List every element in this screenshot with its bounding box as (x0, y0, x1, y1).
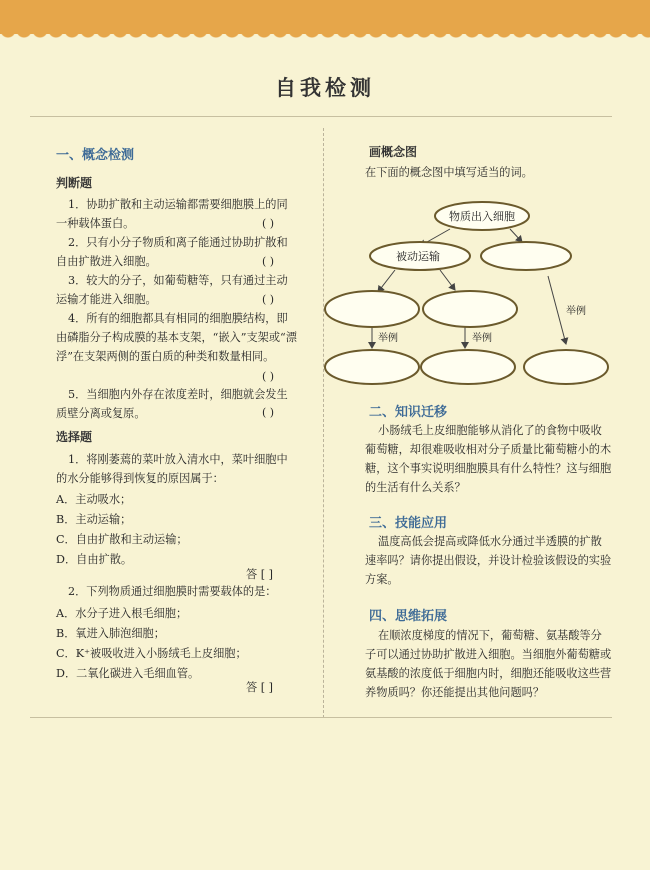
sec2-line3: 糖，这个事实说明细胞膜具有什么特性？这与细胞 (365, 462, 612, 475)
map-node-blank-4[interactable] (421, 350, 515, 384)
sec4-line2: 子可以通过协助扩散进入细胞。当细胞外葡萄糖或 (365, 648, 612, 661)
q2-line1: 2．下列物质通过细胞膜时需要载体的是： (68, 585, 277, 598)
section-concept-check: 一、概念检测 (56, 148, 135, 163)
judge-4-answer[interactable]: ( ) (262, 370, 275, 383)
q1-option-d[interactable]: D．自由扩散。 (56, 553, 133, 566)
q2-option-d[interactable]: D．二氧化碳进入毛细血管。 (56, 667, 200, 680)
map-root-label: 物质出入细胞 (449, 210, 515, 223)
sec3-line2: 速率吗？请你提出假设，并设计检验该假设的实验 (365, 554, 612, 567)
map-passive-label: 被动运输 (396, 250, 440, 263)
sec4-line1: 在顺浓度梯度的情况下，葡萄糖、氨基酸等分 (378, 629, 602, 642)
concept-map-heading: 画概念图 (369, 145, 418, 159)
map-node-active[interactable] (481, 242, 571, 270)
page-title: 自我检测 (275, 75, 375, 100)
judge-5-line1: 5．当细胞内外存在浓度差时，细胞就会发生 (68, 388, 288, 401)
q1-option-c[interactable]: C．自由扩散和主动运输； (56, 533, 188, 546)
concept-map-intro: 在下面的概念图中填写适当的词。 (365, 166, 533, 179)
map-node-blank-1[interactable] (325, 291, 419, 327)
q2-option-b[interactable]: B．氧进入肺泡细胞； (56, 627, 165, 640)
judge-4-line3: 浮”在支架两侧的蛋白质的种类和数量相同。 (56, 350, 275, 363)
judge-3-answer[interactable]: ( ) (262, 293, 275, 306)
q2-option-c[interactable]: C．K⁺被吸收进入小肠绒毛上皮细胞； (56, 647, 247, 660)
judge-3-line2: 运输才能进入细胞。 (56, 293, 157, 306)
q1-line2: 的水分能够得到恢复的原因属于： (56, 472, 224, 485)
map-example-label-3: 举例 (566, 306, 586, 317)
q1-answer-box[interactable]: 答 [ ] (246, 568, 274, 581)
judge-5-answer[interactable]: ( ) (262, 406, 275, 419)
section-skill-application: 三、技能应用 (369, 516, 448, 531)
judge-5-line2: 质壁分离或复原。 (56, 407, 146, 420)
map-node-blank-5[interactable] (524, 350, 608, 384)
judge-1-answer[interactable]: ( ) (262, 217, 275, 230)
sec2-line1: 小肠绒毛上皮细胞能够从消化了的食物中吸收 (378, 424, 602, 437)
judge-2-answer[interactable]: ( ) (262, 255, 275, 268)
judge-1-line1: 1．协助扩散和主动运输都需要细胞膜上的同 (68, 198, 288, 211)
judge-4-line1: 4．所有的细胞都具有相同的细胞膜结构，即 (68, 312, 288, 325)
sec2-line2: 葡萄糖，却很难吸收相对分子质量比葡萄糖小的木 (365, 443, 612, 456)
section-thinking-extension: 四、思维拓展 (369, 609, 448, 624)
choice-heading: 选择题 (56, 430, 93, 444)
judge-2-line1: 2．只有小分子物质和离子能通过协助扩散和 (68, 236, 288, 249)
q1-line1: 1．将刚萎蔫的菜叶放入清水中，菜叶细胞中 (68, 453, 288, 466)
q1-option-a[interactable]: A．主动吸水； (56, 493, 132, 506)
judge-4-line2: 由磷脂分子构成膜的基本支架，“嵌入”支架或“漂 (56, 331, 297, 344)
map-node-blank-2[interactable] (423, 291, 517, 327)
judge-3-line1: 3．较大的分子，如葡萄糖等，只有通过主动 (68, 274, 288, 287)
sec3-line1: 温度高低会提高或降低水分通过半透膜的扩散 (378, 535, 602, 548)
q2-answer-box[interactable]: 答 [ ] (246, 681, 274, 694)
map-example-label-2: 举例 (472, 333, 492, 344)
section-knowledge-transfer: 二、知识迁移 (369, 405, 448, 420)
sec4-line4: 养物质吗？你还能提出其他问题吗？ (365, 686, 545, 699)
sec2-line4: 的生活有什么关系？ (365, 481, 466, 494)
sec3-line3: 方案。 (365, 573, 399, 586)
judge-2-line2: 自由扩散进入细胞。 (56, 255, 157, 268)
judge-heading: 判断题 (56, 176, 93, 190)
q2-option-a[interactable]: A．水分子进入根毛细胞； (56, 607, 188, 620)
q1-option-b[interactable]: B．主动运输； (56, 513, 132, 526)
judge-1-line2: 一种载体蛋白。 (56, 217, 135, 230)
sec4-line3: 氨基酸的浓度低于细胞内时，细胞还能吸收这些营 (365, 667, 612, 680)
map-example-label-1: 举例 (378, 333, 398, 344)
map-node-blank-3[interactable] (325, 350, 419, 384)
